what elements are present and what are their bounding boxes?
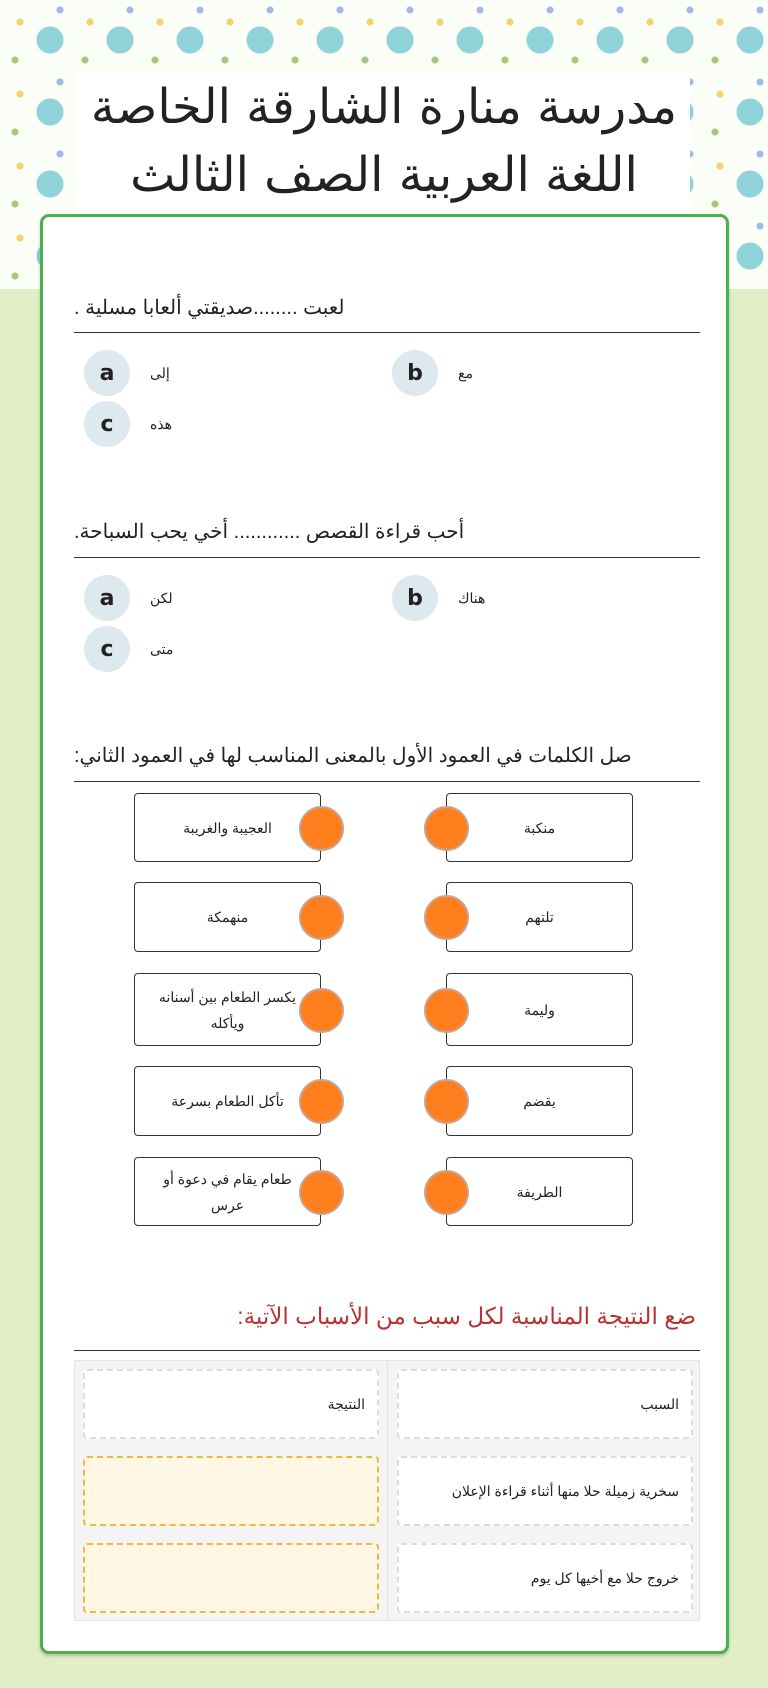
result-input[interactable]	[83, 1543, 379, 1613]
option-text: إلى	[150, 364, 170, 381]
option-letter: c	[84, 626, 130, 672]
question-3-text: صل الكلمات في العمود الأول بالمعنى المناسب لها في العمود الثاني:	[74, 745, 632, 767]
result-input[interactable]	[83, 1456, 379, 1526]
match-right-item[interactable]: الطريفة	[446, 1157, 633, 1226]
match-right-item[interactable]: يقضم	[446, 1066, 633, 1136]
match-connector-dot[interactable]	[424, 988, 469, 1033]
match-connector-dot[interactable]	[299, 1079, 344, 1124]
match-left-item[interactable]: تأكل الطعام بسرعة	[134, 1066, 321, 1136]
option-letter: b	[392, 350, 438, 396]
question-3	[74, 743, 700, 768]
match-connector-dot[interactable]	[424, 1079, 469, 1124]
divider	[74, 332, 700, 333]
match-connector-dot[interactable]	[299, 806, 344, 851]
question-2-text: أحب قراءة القصص ............ أخي يحب السباحة.	[74, 521, 465, 543]
question-2	[74, 519, 700, 544]
page-title	[78, 73, 690, 223]
worksheet-card	[40, 214, 729, 1654]
option-b[interactable]	[392, 575, 485, 621]
school-name: مدرسة منارة الشارقة الخاصة	[90, 79, 678, 135]
header-result: النتيجة	[83, 1369, 379, 1439]
match-connector-dot[interactable]	[424, 1170, 469, 1215]
match-left-item[interactable]: يكسر الطعام بين أسنانه ويأكله	[134, 973, 321, 1046]
match-left-item[interactable]: العجيبة والغريبة	[134, 793, 321, 862]
option-c[interactable]	[84, 401, 172, 447]
cause-cell: خروج حلا مع أخيها كل يوم	[397, 1543, 693, 1613]
option-c[interactable]	[84, 626, 173, 672]
subject-grade: اللغة العربية الصف الثالث	[130, 147, 638, 203]
option-text: لكن	[150, 589, 173, 606]
option-text: هذه	[150, 415, 173, 432]
match-left-item[interactable]: طعام يقام في دعوة أو عرس	[134, 1157, 321, 1226]
match-connector-dot[interactable]	[299, 895, 344, 940]
question-1	[74, 295, 700, 320]
option-letter: a	[84, 575, 130, 621]
cause-result-table	[74, 1360, 700, 1621]
option-text: هناك	[458, 589, 486, 606]
option-a[interactable]	[84, 350, 170, 396]
match-right-item[interactable]: تلتهم	[446, 882, 633, 952]
column-divider	[387, 1361, 388, 1620]
option-letter: b	[392, 575, 438, 621]
option-letter: c	[84, 401, 130, 447]
match-right-item[interactable]: وليمة	[446, 973, 633, 1046]
option-text: مع	[458, 364, 473, 381]
divider	[74, 1350, 700, 1351]
option-text: متى	[150, 640, 174, 657]
match-connector-dot[interactable]	[424, 895, 469, 940]
match-left-item[interactable]: منهمكة	[134, 882, 321, 952]
cause-cell: سخرية زميلة حلا منها أثناء قراءة الإعلان	[397, 1456, 693, 1526]
match-right-item[interactable]: منكبة	[446, 793, 633, 862]
question-1-text: لعبت ........صديقتي ألعابا مسلية .	[74, 297, 345, 319]
header-cause: السبب	[397, 1369, 693, 1439]
option-letter: a	[84, 350, 130, 396]
option-b[interactable]	[392, 350, 473, 396]
match-connector-dot[interactable]	[299, 988, 344, 1033]
match-connector-dot[interactable]	[299, 1170, 344, 1215]
divider	[74, 557, 700, 558]
match-connector-dot[interactable]	[424, 806, 469, 851]
option-a[interactable]	[84, 575, 173, 621]
question-4-title: ضع النتيجة المناسبة لكل سبب من الأسباب الآتية:	[237, 1303, 696, 1329]
divider	[74, 781, 700, 782]
